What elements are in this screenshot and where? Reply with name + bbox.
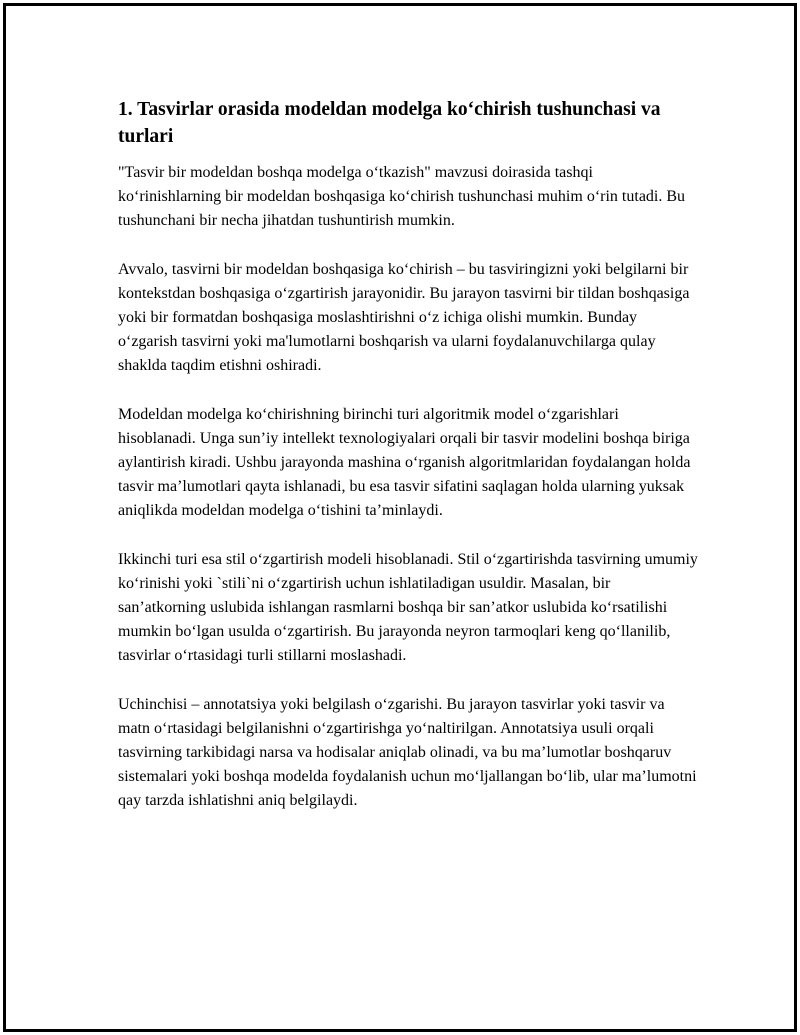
paragraph-first-type: Modeldan modelga ko‘chirishning birinchi turi algoritmik model o‘zgarishlari hisoblanadi. Unga sun’iy intellekt texnologiyalari orqali bir tasvir modelini boshqa biriga aylantirish kiradi. Ushbu jarayonda mashina o‘rganish algoritmlaridan foydalangan holda tasvir ma’lumotlari qayta ishlanadi, bu esa tasvir sifatini saqlagan holda ularning yuksak aniqlikda modeldan modelga o‘tishini ta’minlaydi. xyxy=(118,405,691,520)
document-body xyxy=(118,96,698,838)
paragraph-third-type: Uchinchisi – annotatsiya yoki belgilash o‘zgarishi. Bu jarayon tasvirlar yoki tasvir va matn o‘rtasidagi belgilanishni o‘zgartirishga yo‘naltirilgan. Annotatsiya usuli orqali tasvirning tarkibidagi narsa va hodisalar aniqlab olinadi, va bu ma’lumotlar boshqaruv sistemalari yoki boshqa modelda foydalanish uchun mo‘ljallangan bo‘lib, ular ma’lumotni qay tarzda ishlatishni aniq belgilaydi. xyxy=(118,695,697,810)
paragraph-intro: "Tasvir bir modeldan boshqa modelga o‘tkazish" mavzusi doirasida tashqi ko‘rinishlarning bir modeldan boshqasiga ko‘chirish tushunchasi muhim o‘rin tutadi. Bu tushunchani bir necha jihatdan tushuntirish mumkin. xyxy=(118,164,686,230)
paragraph-definition: Avvalo, tasvirni bir modeldan boshqasiga ko‘chirish – bu tasviringizni yoki belgilarni bir kontekstdan boshqasiga o‘zgartirish jarayonidir. Bu jarayon tasvirni bir tildan boshqasiga yoki bir formatdan boshqasiga moslashtirishni o‘z ichiga olishi mumkin. Bunday o‘zgarish tasvirni yoki ma'lumotlarni boshqarish va ularni foydalanuvchilarga qulay shaklda taqdim etishni oshiradi. xyxy=(118,260,690,375)
paragraph-second-type: Ikkinchi turi esa stil o‘zgartirish modeli hisoblanadi. Stil o‘zgartirishda tasvirning umumiy ko‘rinishi yoki `stili`ni o‘zgartirish uchun ishlatiladigan usuldir. Masalan, bir san’atkorning uslubida ishlangan rasmlarni boshqa bir san’atkor uslubida ko‘rsatilishi mumkin bo‘lgan usulda o‘zgartirish. Bu jarayonda neyron tarmoqlari keng qo‘llanilib, tasvirlar o‘rtasidagi turli stillarni moslashadi. xyxy=(118,550,698,665)
section-heading: 1. Tasvirlar orasida modeldan modelga ko‘chirish tushunchasi va turlari xyxy=(118,99,661,147)
